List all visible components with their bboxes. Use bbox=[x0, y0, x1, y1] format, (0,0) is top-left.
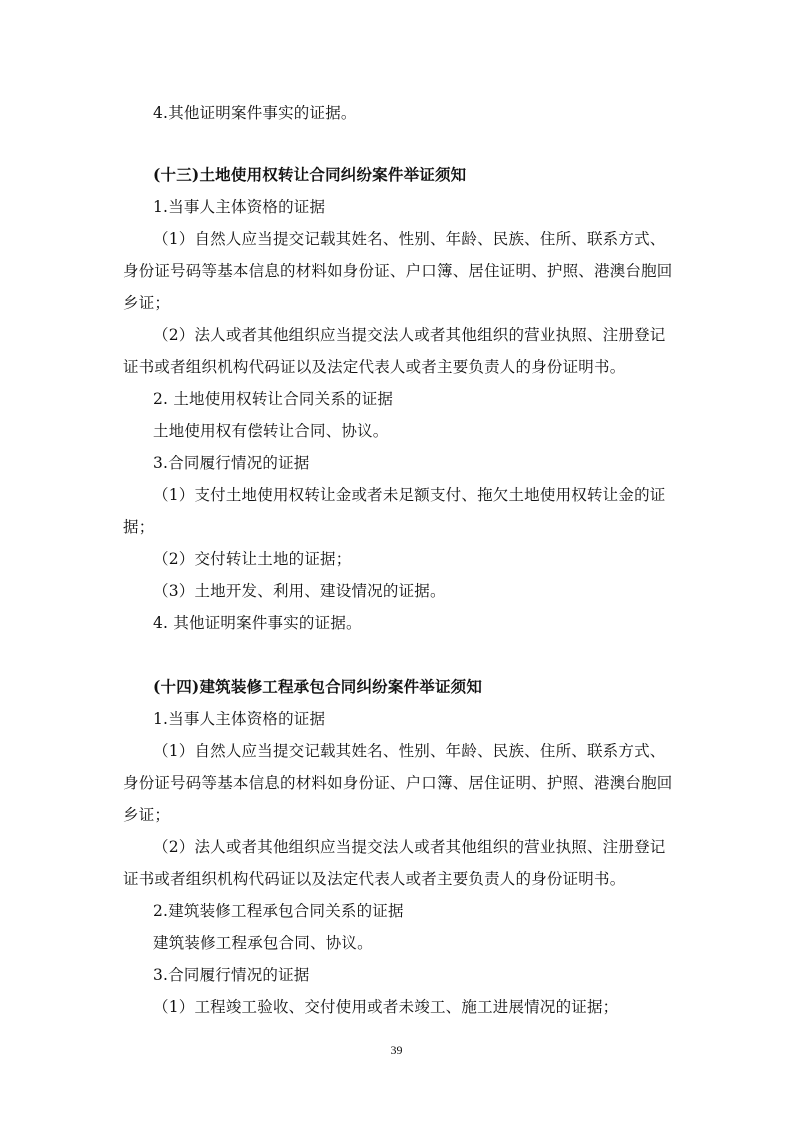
text-line: 3.合同履行情况的证据 bbox=[153, 966, 310, 984]
text-line: 土地使用权有偿转让合同、协议。 bbox=[153, 422, 389, 440]
text-line: 建筑装修工程承包合同、协议。 bbox=[153, 934, 373, 952]
text-line: （1）工程竣工验收、交付使用或者未竣工、施工进展情况的证据； bbox=[153, 998, 619, 1016]
text-line: 4. 其他证明案件事实的证据。 bbox=[153, 614, 362, 632]
page-number: 39 bbox=[390, 1043, 403, 1057]
text-line: 据； bbox=[123, 518, 155, 536]
text-line: （2）交付转让土地的证据； bbox=[153, 550, 352, 568]
text-line: （1）支付土地使用权转让金或者未足额支付、拖欠土地使用权转让金的证 bbox=[153, 486, 666, 504]
text-line: （1）自然人应当提交记载其姓名、性别、年龄、民族、住所、联系方式、 bbox=[153, 230, 666, 248]
text-line: （3）土地开发、利用、建设情况的证据。 bbox=[153, 582, 446, 600]
text-line: 身份证号码等基本信息的材料如身份证、户口簿、居住证明、护照、港澳台胞回 bbox=[123, 774, 673, 792]
text-line: 1.当事人主体资格的证据 bbox=[153, 198, 326, 216]
text-line: （2）法人或者其他组织应当提交法人或者其他组织的营业执照、注册登记 bbox=[153, 326, 666, 344]
text-line: （2）法人或者其他组织应当提交法人或者其他组织的营业执照、注册登记 bbox=[153, 838, 666, 856]
section-heading: (十四)建筑装修工程承包合同纠纷案件举证须知 bbox=[153, 677, 483, 696]
text-line: （1）自然人应当提交记载其姓名、性别、年龄、民族、住所、联系方式、 bbox=[153, 742, 666, 760]
text-line: 身份证号码等基本信息的材料如身份证、户口簿、居住证明、护照、港澳台胞回 bbox=[123, 262, 673, 280]
text-line: 乡证； bbox=[123, 806, 171, 824]
text-line: 3.合同履行情况的证据 bbox=[153, 454, 310, 472]
text-line: 乡证； bbox=[123, 294, 171, 312]
text-line: 2. 土地使用权转让合同关系的证据 bbox=[153, 390, 394, 408]
section-heading: (十三)土地使用权转让合同纠纷案件举证须知 bbox=[153, 165, 467, 184]
text-line: 4.其他证明案件事实的证据。 bbox=[153, 104, 357, 122]
text-line: 1.当事人主体资格的证据 bbox=[153, 710, 326, 728]
text-line: 2.建筑装修工程承包合同关系的证据 bbox=[153, 902, 404, 920]
text-line: 证书或者组织机构代码证以及法定代表人或者主要负责人的身份证明书。 bbox=[123, 870, 626, 888]
text-line: 证书或者组织机构代码证以及法定代表人或者主要负责人的身份证明书。 bbox=[123, 358, 626, 376]
